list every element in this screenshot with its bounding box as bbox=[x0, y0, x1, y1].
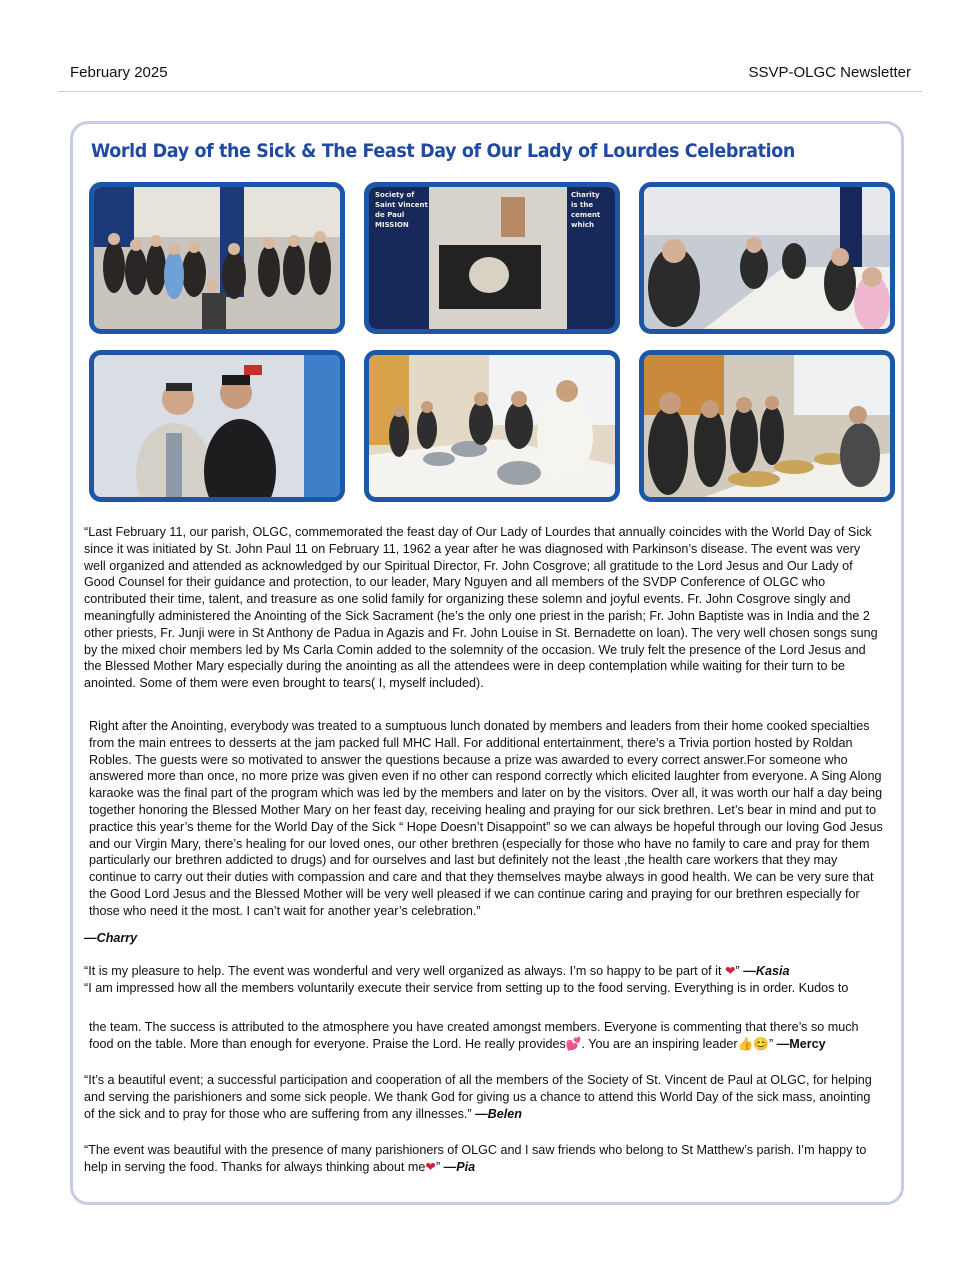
page-header bbox=[70, 64, 911, 86]
article-title: World Day of the Sick & The Feast Day of Our Lady of Lourdes Celebration bbox=[91, 140, 796, 162]
quote-kasia-close: ” bbox=[735, 964, 744, 978]
issue-date: February 2025 bbox=[70, 64, 168, 81]
quote-pia bbox=[84, 1142, 884, 1176]
quote-kasia-text: “It is my pleasure to help. The event was wonderful and very well organized as always. I’m so happy to be part of it bbox=[84, 964, 725, 978]
quote-kasia bbox=[84, 963, 884, 980]
svg-text:Saint Vincent: Saint Vincent bbox=[375, 201, 428, 209]
quote-mercy-text2: . You are an inspiring leader bbox=[581, 1036, 738, 1051]
quote-pia-close: ” bbox=[435, 1159, 444, 1174]
svg-text:which: which bbox=[571, 221, 594, 229]
heart-icon-2: ❤ bbox=[425, 1159, 436, 1174]
quote-mercy-line1: “I am impressed how all the members voluntarily execute their service from setting up to the food serving. Everything is in order. Kudos to bbox=[84, 981, 849, 995]
author-pia: —Pia bbox=[443, 1159, 476, 1174]
svg-text:MISSION: MISSION bbox=[375, 221, 409, 229]
svg-text:Charity: Charity bbox=[571, 191, 600, 199]
svg-text:is the: is the bbox=[571, 201, 594, 209]
quote-mercy-close: ” bbox=[768, 1036, 777, 1051]
hearts-icon: 💕 bbox=[565, 1036, 582, 1051]
heart-icon: ❤ bbox=[724, 964, 736, 978]
quote-mercy-text: the team. The success is attributed to the atmosphere you have created amongst members. Everyone is commenting that there’s so much food on the table. More than enough for everyone. Praise the Lord. He really provides bbox=[89, 1020, 859, 1051]
karaoke-photo bbox=[89, 350, 345, 502]
quote-pia-text: “The event was beautiful with the presence of many parishioners of OLGC and I saw friends who belong to St Matthew’s parish. I’m happy to help in serving the food. Thanks for always thinking about me bbox=[84, 1143, 867, 1174]
article-card bbox=[70, 121, 904, 1205]
signature-charry: —Charry bbox=[84, 931, 138, 945]
author-mercy: —Mercy bbox=[776, 1036, 826, 1051]
quote-belen-text: “It’s a beautiful event; a successful participation and cooperation of all the members of the Society of St. Vincent de Paul at OLGC, for helping and serving the parishioners and some sick people. We thank God for giving us a chance to attend this World Day of the sick mass, anointing of the sick and to pray for those who are suffering from any illnesses.” bbox=[84, 1073, 872, 1121]
thumbs-up-smile-icon: 👍😊 bbox=[737, 1036, 769, 1051]
newsletter-name: SSVP-OLGC Newsletter bbox=[748, 64, 911, 81]
quote-belen bbox=[84, 1072, 874, 1122]
altar-banners-photo bbox=[364, 182, 620, 334]
quote-mercy-line2 bbox=[89, 1019, 885, 1053]
svg-text:de Paul: de Paul bbox=[375, 211, 405, 219]
dining-table-photo bbox=[639, 182, 895, 334]
paragraph-2: Right after the Anointing, everybody was treated to a sumptuous lunch donated by members and leaders from their home cooked specialties from the main entrees to desserts at the jam packed full MHC Hall. For additional entertainment, there’s a Trivia portion hosted by Roldan Robles. The guests were so motivated to answer the questions because a prize was awarded to every correct answer.For someone who answered more than once, no more prize was given even if no other can respond correctly which elicited laughter from everyone. A Sing Along karaoke was the final part of the program which was led by the members and later on by the visitors. Over all, it was worth our half a day being together honoring the Blessed Mother Mary on her feast day, receiving healing and praying for our sick brethren. Let’s bear in mind and put to practice this year’s theme for the World Day of the Sick “ Hope Doesn’t Disappoint” so we can always be hopeful through our loving God Jesus and our Virgin Mary, there’s healing for our loved ones, our other brethren (especially for those who have no family to care and pray for them particularly our brethren addicted to drugs) and for ourselves and last but definitely not the least ,the health care workers that they may continue to carry out their duties with compassion and care and that they themselves maybe always in good health. We can be very sure that the Good Lord Jesus and the Blessed Mother will be very well pleased if we can continue caring and praying for our brethren especially for those who need it the most. I can’t wait for another year’s celebration.” bbox=[89, 719, 883, 918]
buffet-photo bbox=[639, 350, 895, 502]
author-kasia: —Kasia bbox=[743, 964, 790, 978]
header-divider bbox=[58, 91, 922, 92]
paragraph-1: “Last February 11, our parish, OLGC, commemorated the feast day of Our Lady of Lourdes that annually coincides with the World Day of Sick since it was initiated by St. John Paul 11 on February 11, 1962 a year after he was diagnosed with Parkinson’s disease. The event was very well organized and attended as acknowledged by our Spiritual Director, Fr. John Cosgrove; all gratitude to the Lord Jesus and Our Lady of Good Counsel for their guidance and protection, to our leader, Mary Nguyen and all members of the SVDP Conference of OLGC who contributed their time, talent, and treasure as one solid family for organizing these solemn and joyful events. Fr. John Cosgrove singly and meaningfully administered the Anointing of the Sick Sacrament (he’s the only one priest in the parish; Fr. John Baptiste was in India and the 2 other priests, Fr. Junji were in St Anthony de Padua in Agazis and Fr. John Louise in St. Bernadette on loan). The very well chosen songs sung by the mixed choir members led by Ms Carla Comin added to the solemnity of the occasion. We truly felt the presence of the Lord Jesus and the Blessed Mother Mary especially during the anointing as all the attendees were in deep contemplation while waiting for their turn to be anointed. Some of them were even brought to tears( I, myself included). bbox=[84, 525, 878, 691]
author-belen: —Belen bbox=[475, 1106, 522, 1121]
group-photo bbox=[89, 182, 345, 334]
svg-text:cement: cement bbox=[571, 211, 601, 219]
serving-line-photo bbox=[364, 350, 620, 502]
svg-text:Society of: Society of bbox=[375, 191, 415, 199]
